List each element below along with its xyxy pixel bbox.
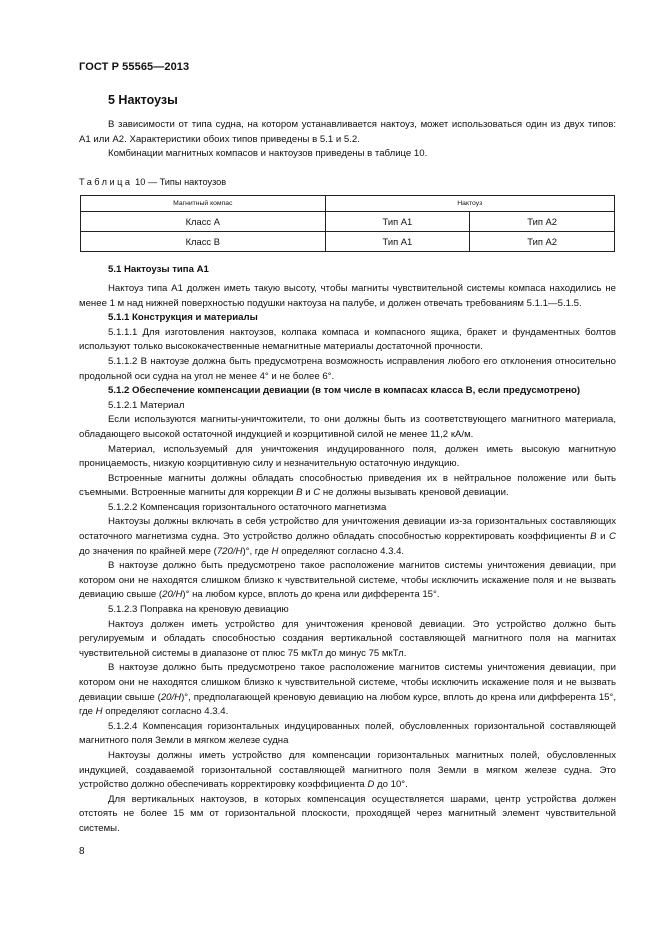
cell-compass: Класс А	[81, 212, 326, 232]
paragraph: 5.1.1.2 В нактоузе должна быть предусмотрена возможность исправления любого его отклонения относительно продольной оси судна на угол не менее 4° и не более 6°.	[79, 355, 616, 382]
table-header-row	[81, 196, 615, 212]
paragraph: Материал, используемый для уничтожения индуцированного поля, должен иметь высокую магнитную проницаемость, низкую коэрцитивную силу и незначительную остаточную индукцию.	[79, 443, 616, 470]
paragraph: 5.1.1.1 Для изготовления нактоузов, колпака компаса и компасного ящика, бракет и фундаментных болтов используют только высококачественные немагнитные материалы достаточной прочности.	[79, 326, 616, 353]
cell-type: Тип А1	[325, 212, 470, 232]
clause-heading: 5.1.2.2 Компенсация горизонтального остаточного магнетизма	[108, 501, 387, 513]
table-row	[81, 232, 615, 252]
table-row	[81, 212, 615, 232]
cell-type: Тип А2	[470, 212, 615, 232]
clause-heading: 5.1.2.1 Материал	[108, 399, 185, 411]
page-number: 8	[79, 846, 85, 857]
paragraph: Нактоуз типа А1 должен иметь такую высоту, чтобы магниты чувствительной системы компаса находились не менее 1 м над нижней поверхностью подушки нактоуза на палубе, и должен отвечать требованиям 5.1.1—5.1.5.	[79, 282, 616, 309]
paragraph: Встроенные магниты должны обладать способностью приведения их в нейтральное положение или быть съемными. Встроенные магниты для коррекции B и C не должны вызывать креновой девиации.	[79, 472, 616, 499]
subsection-heading: 5.1.2 Обеспечение компенсации девиации (в том числе в компасах класса В, если предусмотрено)	[108, 385, 581, 397]
clause-heading: 5.1.2.3 Поправка на креновую девиацию	[108, 604, 289, 616]
clause-heading: 5.1.2.4 Компенсация горизонтальных индуцированных полей, обусловленных горизонтальной составляющей магнитного поля Земли в мягком железе судна	[79, 720, 616, 747]
caption-text: 10 — Типы нактоузов	[132, 176, 227, 187]
table-caption	[79, 175, 616, 190]
section-title: 5 Нактоузы	[108, 93, 178, 107]
paragraph: В нактоузе должно быть предусмотрено такое расположение магнитов системы уничтожения девиации, при котором они не находятся слишком близко к чувствительной системе, чтобы исключить искажение поля и не вызвать девиации свыше (20/H)°, предполагающей креновую девиацию на любом курсе, вплоть до крена или дифферента 15°, где H определяют согласно 4.3.4.	[79, 662, 616, 718]
caption-word: Таблица	[79, 176, 133, 187]
binnacle-types-table	[80, 195, 615, 252]
paragraph: Для вертикальных нактоузов, в которых компенсация осуществляется шарами, центр устройства должен отстоять не более 15 мм от горизонтальной плоскости, проходящей через магнитный элемент чувствительной системы.	[79, 793, 616, 834]
cell-type: Тип А1	[325, 232, 470, 252]
page-content	[79, 92, 616, 837]
paragraph: Комбинации магнитных компасов и нактоузов приведены в таблице 10.	[108, 148, 428, 160]
col-header-compass: Магнитный компас	[81, 196, 326, 212]
col-header-binnacle: Нактоуз	[325, 196, 614, 212]
document-header: ГОСТ Р 55565—2013	[79, 61, 190, 73]
paragraph: Нактоузы должны включать в себя устройство для уничтожения девиации из-за горизонтальных составляющих остаточного магнетизма судна. Это устройство должно обладать способностью корректировать коэффициенты B и C до значения по крайней мере (720/H)°, где H определяют согласно 4.3.4.	[79, 516, 616, 557]
cell-compass: Класс В	[81, 232, 326, 252]
paragraph: Нактоуз должен иметь устройство для уничтожения креновой девиации. Это устройство должно быть регулируемым и обладать способностью создания вертикальной составляющей магнитного поля на магнитах чувствительной системы в диапазоне от плюс 75 мкТл до минус 75 мкТл.	[79, 618, 616, 659]
paragraph: Если используются магниты-уничтожители, то они должны быть из соответствующего магнитного материала, обладающего высокой остаточной индукцией и коэрцитивной силой не менее 11,2 кА/м.	[79, 414, 616, 440]
subsection-heading: 5.1 Нактоузы типа А1	[108, 264, 209, 276]
subsection-heading: 5.1.1 Конструкция и материалы	[108, 312, 258, 324]
paragraph: В зависимости от типа судна, на котором устанавливается нактоуз, может использоваться один из двух типов: А1 или А2. Характеристики обоих типов приведены в 5.1 и 5.2.	[79, 119, 616, 145]
cell-type: Тип А2	[470, 232, 615, 252]
paragraph: В нактоузе должно быть предусмотрено такое расположение магнитов системы уничтожения девиации, при котором они не находятся слишком близко к чувствительной системе, чтобы исключить искажение поля и не вызвать девиацию свыше (20/H)° на любом курсе, вплоть до крена или дифферента 15°.	[79, 560, 616, 601]
paragraph: Нактоузы должны иметь устройство для компенсации горизонтальных магнитных полей, обусловленных индукцией, создаваемой горизонтальной составляющей магнитного поля Земли в мягком железе судна. Это устройство должно обеспечивать корректировку коэффициента D до 10°.	[79, 749, 616, 791]
